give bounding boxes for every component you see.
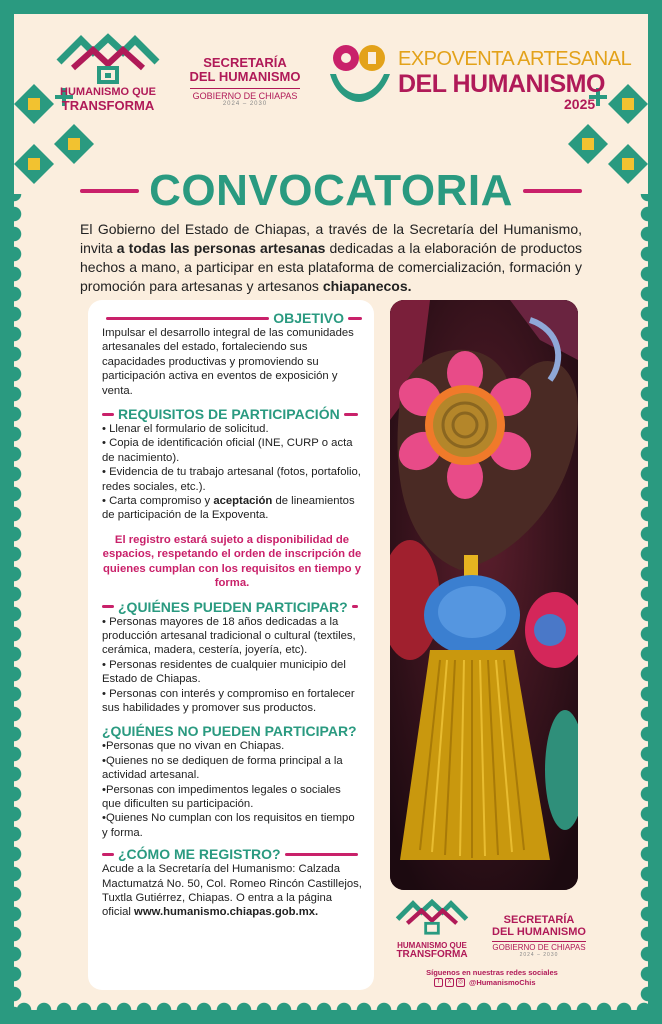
list-item: •Quienes no se dediquen de forma principal a la actividad artesanal.	[102, 754, 343, 782]
no-pueden-heading-label: ¿QUIÉNES NO PUEDEN PARTICIPAR?	[102, 723, 357, 740]
no-pueden-heading	[102, 723, 362, 739]
objetivo-heading	[102, 310, 362, 326]
expo-line1: EXPOVENTA ARTESANAL	[398, 48, 632, 70]
quienes-heading-label: ¿QUIÉNES PUEDEN PARTICIPAR?	[118, 598, 348, 615]
scallop-border-right	[630, 164, 648, 1024]
humanismo-mark-icon	[392, 898, 472, 936]
heading-bar	[348, 317, 362, 320]
list-item: • Evidencia de tu trabajo artesanal (fotos, portafolio, redes sociales, etc.).	[102, 466, 361, 493]
title-row	[80, 166, 582, 216]
divider	[492, 941, 586, 942]
intro-paragraph	[80, 220, 582, 296]
requisitos-list	[102, 422, 362, 523]
item4-bold: aceptación	[213, 495, 273, 508]
social-links	[434, 978, 536, 987]
humanismo-que-transforma-logo	[52, 32, 164, 112]
objetivo-heading-label: OBJETIVO	[273, 310, 344, 326]
list-item	[102, 494, 362, 523]
item4-post: de lineamientos de participación de la Expoventa.	[102, 495, 355, 522]
item4-pre: • Carta compromiso y	[102, 495, 214, 508]
secretaria-line1: SECRETARÍA	[203, 55, 287, 70]
scallop-border-bottom	[14, 996, 648, 1010]
footer-sec-line1: SECRETARÍA	[503, 914, 575, 926]
registro-url-link[interactable]: www.humanismo.chiapas.gob.mx.	[134, 906, 319, 919]
registro-heading	[102, 846, 362, 862]
follow-text: Síguenos en nuestras redes sociales	[426, 968, 558, 977]
registro-notice: El registro estará sujeto a disponibilidad de espacios, respetando el orden de inscripción de quienes cumplan con los requisitos en tiempo y forma.	[102, 533, 362, 590]
list-item: • Personas con interés y compromiso en fortalecer sus habilidades y promover sus productos.	[102, 687, 355, 714]
registro-text	[102, 862, 362, 920]
footer-ht-line1: HUMANISMO QUE	[397, 941, 467, 950]
heading-bar	[344, 413, 358, 416]
registro-address: Acude a la Secretaría del Humanismo: Calzada Mactumatzá No. 50, Col. Romeo Rincón Castillejos, Tuxtla Gutiérrez, Chiapas. O entra a la página oficial	[102, 863, 362, 919]
heading-bar	[352, 605, 358, 608]
ht-line1: HUMANISMO QUE	[60, 86, 156, 98]
expoventa-hands-icon	[326, 40, 394, 108]
expo-year: 2025	[564, 96, 596, 112]
quienes-heading	[102, 599, 362, 615]
intro-bold-1: a todas las personas artesanas	[116, 240, 326, 256]
list-item: • Copia de identificación oficial (INE, CURP o acta de nacimiento).	[102, 437, 353, 464]
expo-line2: DEL HUMANISMO	[398, 70, 605, 98]
info-panel	[88, 300, 374, 990]
list-item: • Personas residentes de cualquier municipio del Estado de Chiapas.	[102, 658, 346, 686]
humanismo-mark-icon	[53, 32, 163, 86]
list-item: • Llenar el formulario de solicitud.	[102, 423, 269, 436]
page-title: CONVOCATORIA	[149, 166, 513, 215]
registro-heading-label: ¿CÓMO ME REGISTRO?	[118, 846, 281, 863]
secretaria-logo	[180, 56, 310, 107]
list-item: • Personas mayores de 18 años dedicadas a la producción artesanal tradicional o cultural (textiles, cerámica, madera, cestería, joyería, etc).	[102, 615, 356, 657]
intro-bold-2: chiapanecos.	[322, 278, 412, 294]
heading-bar	[102, 605, 114, 608]
secretaria-line2: DEL HUMANISMO	[189, 69, 301, 84]
footer-ht-logo	[392, 898, 472, 960]
heading-bar	[285, 853, 358, 856]
objetivo-text: Impulsar el desarrollo integral de las comunidades artesanales del estado, fortaleciendo sus capacidades productivas y promoviendo su participación activa en eventos de exposición y venta.	[102, 327, 354, 397]
heading-bar	[102, 853, 114, 856]
footer-secretaria-logo	[484, 914, 594, 958]
header	[0, 0, 662, 130]
scallop-border-left	[14, 164, 32, 1024]
footer-sec-line2: DEL HUMANISMO	[492, 926, 586, 938]
intro-text-1: El Gobierno del Estado de Chiapas, a través de la Secretaría del Humanismo, invita	[80, 221, 582, 256]
embroidered-heart-photo	[390, 300, 578, 890]
list-item: •Quienes No cumplan con los requisitos en tiempo y forma.	[102, 812, 355, 839]
no-pueden-list	[102, 739, 362, 840]
x-icon[interactable]: X	[445, 978, 454, 987]
divider	[190, 88, 300, 89]
embroidery-illustration	[390, 300, 578, 890]
heading-bar	[102, 413, 114, 416]
facebook-icon[interactable]: f	[434, 978, 443, 987]
footer-ht-line2: TRANSFORMA	[396, 949, 468, 960]
footer-logos	[392, 898, 592, 998]
footer-years: 2024 – 2030	[519, 952, 559, 958]
intro-text-2: dedicadas a la elaboración de productos hechos a mano, a participar en esta plataforma de comercialización, formación y promoción para artesanas y artesanos	[80, 240, 582, 294]
requisitos-heading-label: REQUISITOS DE PARTICIPACIÓN	[118, 406, 340, 423]
heading-bar	[106, 317, 269, 320]
gobierno-label: GOBIERNO DE CHIAPAS	[192, 91, 298, 101]
ht-line2: TRANSFORMA	[61, 98, 155, 113]
list-item: •Personas que no vivan en Chiapas.	[102, 740, 285, 753]
requisitos-heading	[102, 406, 362, 422]
title-bar-left	[80, 189, 139, 193]
title-bar-right	[523, 189, 582, 193]
footer-gob: GOBIERNO DE CHIAPAS	[492, 943, 586, 952]
social-handle[interactable]: @HumanismoChis	[469, 978, 536, 987]
quienes-list	[102, 615, 362, 716]
instagram-icon[interactable]: ◎	[457, 979, 464, 985]
list-item: •Personas con impedimentos legales o sociales que dificulten su participación.	[102, 783, 341, 810]
years-label: 2024 – 2030	[222, 101, 268, 107]
